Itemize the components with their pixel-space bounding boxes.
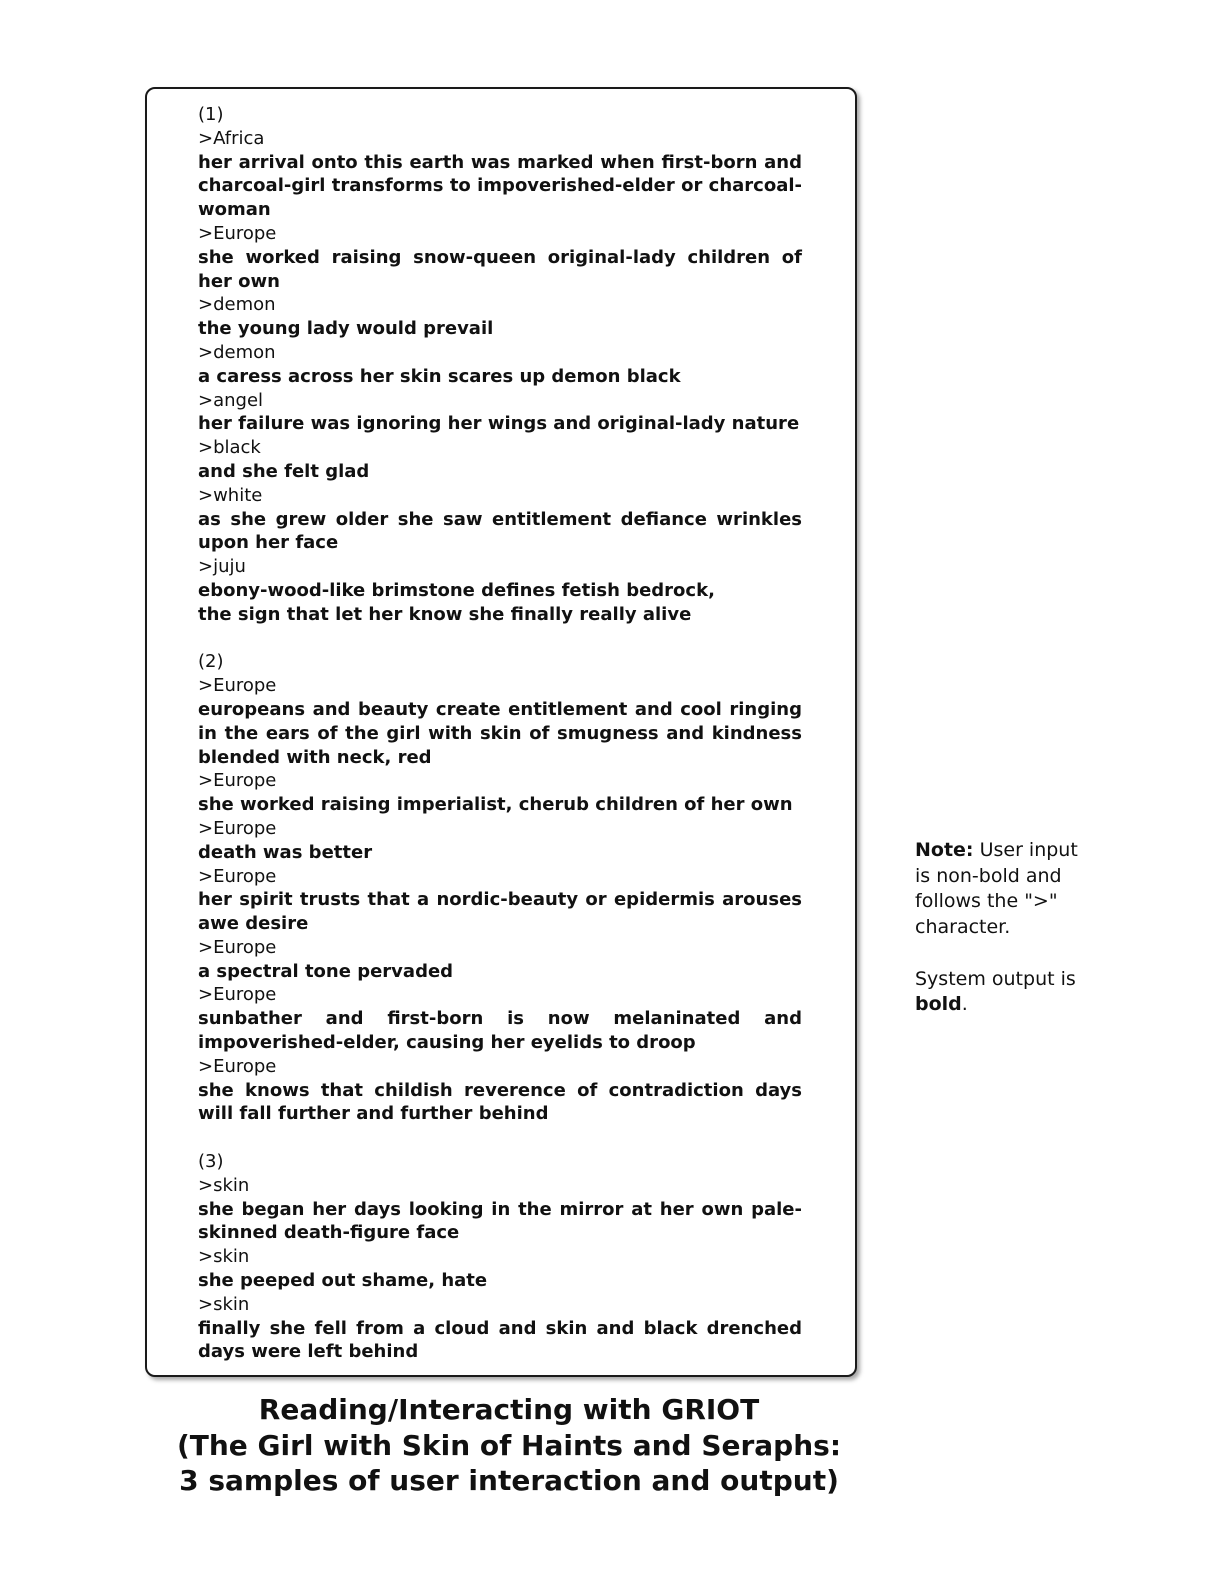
system-output-line: she peeped out shame, hate [198, 1270, 488, 1292]
note-system-paragraph [915, 967, 1090, 1018]
note-label: Note: [915, 839, 974, 861]
system-output-line: and she felt glad [198, 460, 370, 482]
user-input-line: >Europe [198, 675, 277, 697]
transcript-panel [145, 87, 857, 1377]
system-output-line: finally she fell from a cloud and skin and black drenched days were left behind [198, 1317, 802, 1363]
user-input-line: >Africa [198, 127, 265, 149]
sample-2 [198, 650, 802, 1126]
user-input-line: >white [198, 484, 263, 506]
user-input-line: >juju [198, 556, 246, 578]
user-input-line: >demon [198, 294, 276, 316]
user-input-line: >Europe [198, 865, 277, 887]
user-input-line: >angel [198, 389, 264, 411]
sample-number: (1) [198, 104, 224, 125]
user-input-line: >Europe [198, 984, 277, 1006]
note-box [915, 838, 1090, 1044]
user-input-line: >Europe [198, 1055, 277, 1077]
system-output-line: as she grew older she saw entitlement defiance wrinkles upon her face [198, 508, 802, 554]
sample-1 [198, 103, 802, 627]
system-output-line: her spirit trusts that a nordic-beauty or epidermis arouses awe desire [198, 889, 802, 935]
system-output-line: europeans and beauty create entitlement and cool ringing in the ears of the girl with skin of smugness and kindness blended with neck, red [198, 698, 802, 768]
note-system-end: . [961, 993, 968, 1016]
system-output-line: her arrival onto this earth was marked when first-born and charcoal-girl transforms to impoverished-elder or charcoal-woman [198, 151, 802, 221]
caption-line-1: Reading/Interacting with GRIOT [258, 1393, 760, 1426]
sample-number: (2) [198, 651, 224, 673]
note-system-bold: bold [915, 993, 962, 1016]
note-text: User input is non-bold and follows the ">" character. [915, 839, 1078, 939]
system-output-line: a caress across her skin scares up demon black [198, 365, 681, 387]
user-input-line: >skin [198, 1174, 250, 1196]
system-output-line: she began her days looking in the mirror at her own pale-skinned death-figure face [198, 1198, 802, 1244]
user-input-line: >Europe [198, 222, 277, 244]
system-output-line: she knows that childish reverence of contradiction days will fall further and further behind [198, 1079, 802, 1125]
system-output-line: death was better [198, 841, 373, 863]
system-output-line: the young lady would prevail [198, 318, 494, 340]
caption-line-2: (The Girl with Skin of Haints and Seraphs: [176, 1428, 842, 1462]
user-input-line: >Europe [198, 936, 277, 958]
sample-3 [198, 1150, 802, 1364]
user-input-line: >Europe [198, 817, 277, 839]
user-input-line: >black [198, 437, 261, 459]
system-output-line: ebony-wood-like brimstone defines fetish bedrock, [198, 579, 715, 601]
note-system-text: System output is [915, 967, 1076, 990]
user-input-line: >Europe [198, 770, 277, 792]
system-output-line: she worked raising snow-queen original-lady children of her own [198, 246, 802, 292]
system-output-line: sunbather and first-born is now melaninated and impoverished-elder, causing her eyelids to droop [198, 1008, 802, 1054]
system-output-line: a spectral tone pervaded [198, 960, 454, 982]
caption-line-3: 3 samples of user interaction and output) [179, 1464, 839, 1497]
figure-caption [145, 1392, 873, 1499]
system-output-line: her failure was ignoring her wings and original-lady nature [198, 413, 800, 435]
user-input-line: >skin [198, 1246, 250, 1268]
user-input-line: >demon [198, 341, 276, 363]
note-paragraph [915, 838, 1090, 941]
user-input-line: >skin [198, 1293, 250, 1315]
system-output-line: the sign that let her know she finally really alive [198, 603, 692, 625]
transcript [198, 103, 802, 1364]
sample-number: (3) [198, 1151, 224, 1173]
system-output-line: she worked raising imperialist, cherub children of her own [198, 794, 793, 816]
